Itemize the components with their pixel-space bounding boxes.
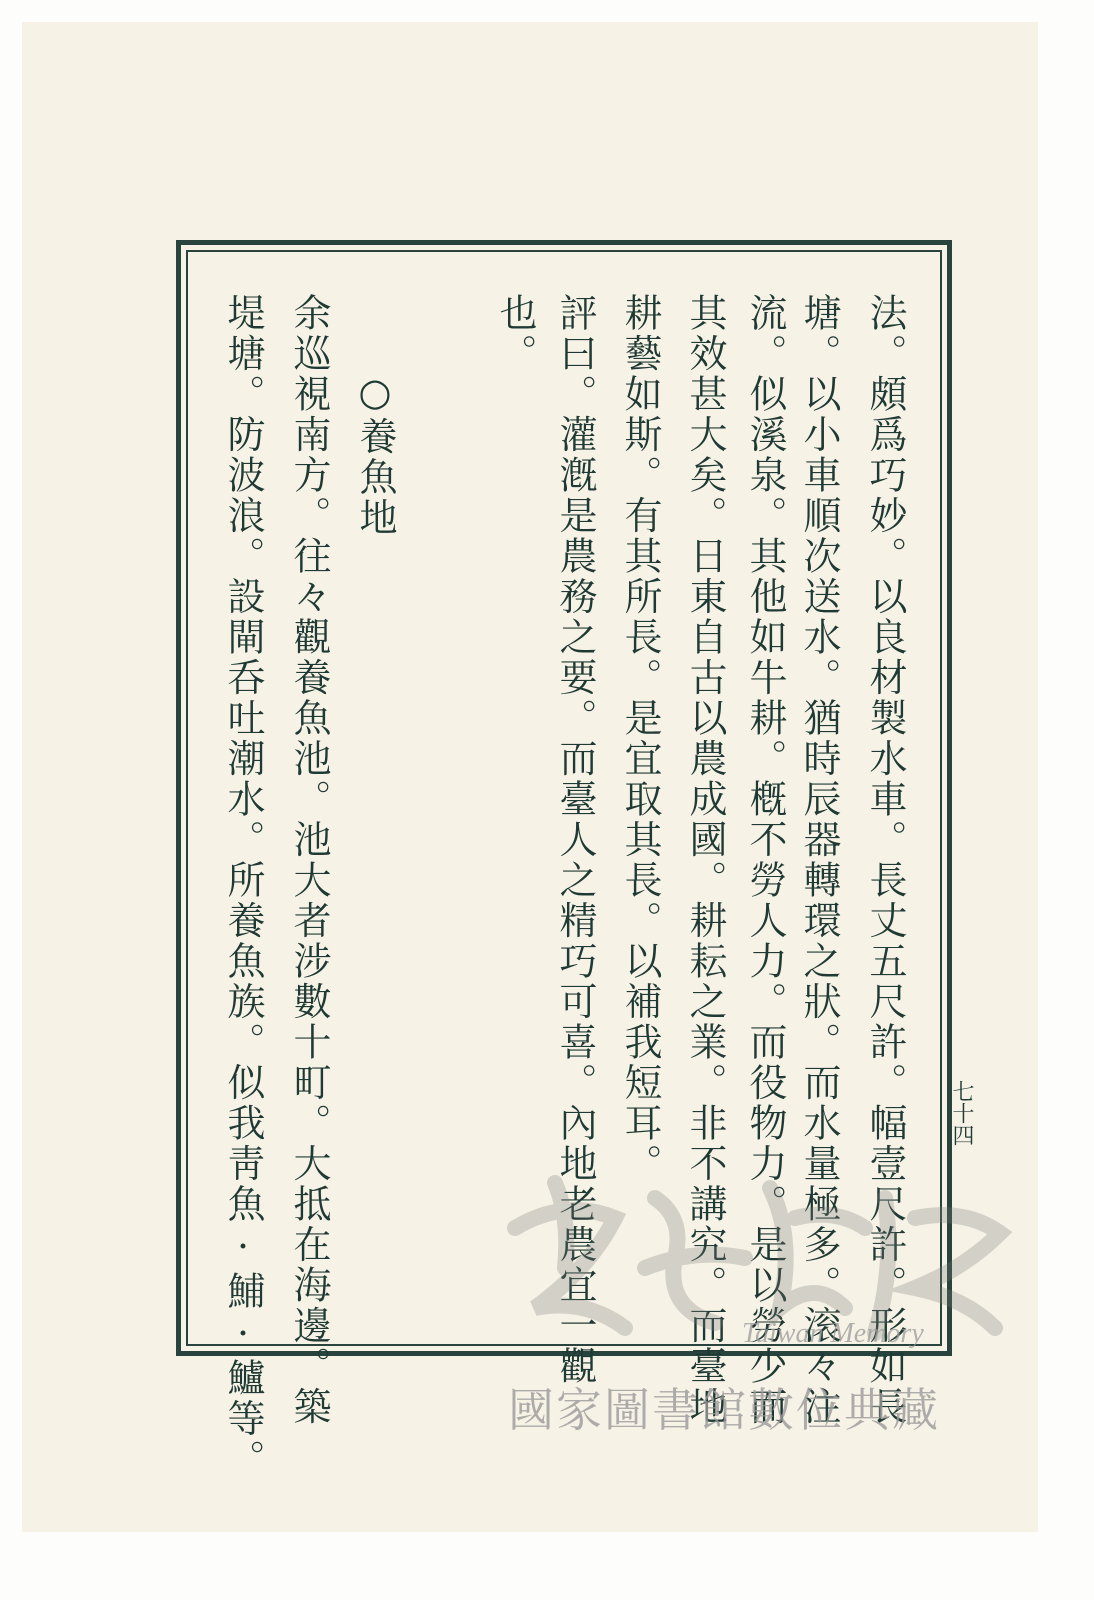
text-column-3: 流。似溪泉。其他如牛耕。槪不勞人力。而役物力。是以勞少而 xyxy=(743,293,787,1427)
section-text-column-2: 堤塘。防波浪。設閘呑吐潮水。所養魚族。似我靑魚·鯆·鱸等。 xyxy=(221,293,265,1480)
section-text-column-1: 余巡視南方。往々觀養魚池。池大者涉數十町。大抵在海邊。築 xyxy=(287,293,331,1427)
text-column-1: 法。頗爲巧妙。以良材製水車。長丈五尺許。幅壹尺許。形如長 xyxy=(863,293,907,1427)
watermark-chinese: 國家圖書館數位典藏 xyxy=(508,1383,940,1437)
watermark-english: Taiwan Memory xyxy=(742,1318,924,1349)
text-column-5: 耕藝如斯。有其所長。是宜取其長。以補我短耳。 xyxy=(618,293,662,1184)
text-column-4: 其效甚大矣。日東自古以農成國。耕耘之業。非不講究。而臺地 xyxy=(683,293,727,1427)
commentary-column-end: 也。 xyxy=(493,293,537,374)
page-number: 七十四 xyxy=(949,1080,974,1146)
commentary-column: 評曰。灌漑是農務之要。而臺人之精巧可喜。內地老農宜一觀 xyxy=(553,293,597,1387)
text-column-2: 塘。以小車順次送水。猶時辰器轉環之狀。而水量極多。滚々注 xyxy=(797,293,841,1427)
section-heading: ○養魚地 xyxy=(353,370,397,538)
